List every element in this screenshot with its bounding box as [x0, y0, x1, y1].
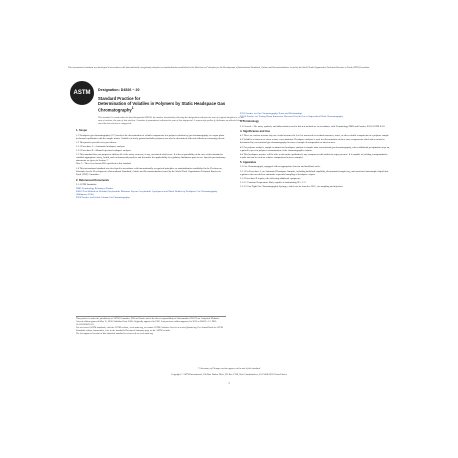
- paragraph: 4.2 Volatiles of interest are often at trace concentrations. Headspace analysis is used for determination of these trace components which often cannot be determined by conventional gas chromatography because of sample decomposition or interferences.: [240, 138, 385, 145]
- title-main: [98, 101, 258, 112]
- footnote: This practice is under the jurisdiction of ASTM Committee D20 on Plastics and is the direct responsibility of Subcommittee D20.70 on Analytical Methods.: [76, 318, 220, 320]
- page-number: 1: [228, 382, 230, 385]
- paragraph: 4.1 There are various reasons why one would measure the level of unreacted or residual monomer, water, or other volatile components in a polymer sample.: [240, 134, 390, 138]
- title-prefix: Standard Practice for: [98, 96, 141, 101]
- paragraph: 5.1.2.1 Constant Temperature Bath, capable of maintaining 90 ± 1°C.: [240, 180, 307, 184]
- footnote: For referenced ASTM standards, visit the ASTM website, www.astm.org, or contact ASTM Customer Service at service@astm.org. For Annual Book of ASTM Standards volume information, refer to the standard's Document Summary page on the ASTM website.: [76, 327, 223, 332]
- paragraph: 1.2.1 Procedure A—Automatic headspace analysis.: [76, 144, 126, 148]
- title-main-text: Determination of Volatiles in Polymers by Static Headspace Gas Chromatography: [98, 101, 226, 113]
- reference-link[interactable]: D883 Terminology Relating to Plastics: [76, 187, 114, 191]
- document-page: [64, 64, 394, 394]
- section-significance-heading: 4. Significance and Use: [240, 129, 271, 133]
- reference-link[interactable]: E260 Practice for Packed Column Gas Chromatography: [76, 196, 130, 200]
- summary-of-changes-note: *A Summary of Changes section appears at the end of this standard: [197, 368, 261, 370]
- paragraph: 5.1 Gas Chromatograph, equipped with an appropriate detector and backflush valve.: [240, 165, 321, 169]
- paragraph: 5.1.2.2 Gas-Tight Gas Chromatographic Syringes, which can be heated to 90°C, for sampling and injection.: [240, 184, 343, 188]
- astm-logo-icon: ASTM: [70, 81, 94, 105]
- paragraph: 1.4 This international standard was developed in accordance with internationally recognized principles on standardization established in the Decision on Principles for the Development of International Standards, Guides and Recommendations issued by the World Trade Organization Technical Barriers to Trade (TBT) Committee.: [76, 167, 222, 177]
- paragraph: 1.2.2 Procedure B—Manual injection headspace analysis.: [76, 148, 132, 152]
- standard-notice: This standard is issued under the fixed designation D4526; the number immediately following the designation indicates the year of original adoption or, in the case of revision, the year of last revision. A number in parentheses indicates the year of last reapproval. A superscript epsilon (ε) indicates an editorial change since the last revision or reapproval.: [98, 117, 244, 125]
- paragraph: 5.1.2 Procedure B requires the following additional equipment:: [240, 176, 301, 180]
- footnote: The last approved version of this historical standard is referenced on www.astm.org.: [76, 333, 154, 335]
- paragraph: 4.4 This headspace practice will be able to determine qualitatively any component with sufficient vapor pressure. It is capable of yielding semiquantitative results and can be used for relative comparisons between samples.: [240, 152, 388, 159]
- paragraph: 1.1 Headspace gas chromatography (GC) involves the determination of volatile components in a polymer solution by gas chromatography of a vapor phase in thermal equilibrium with the sample matrix. Volatiles in finely ground insoluble polymers can also be determined with and without an extracting solvent.: [76, 133, 225, 140]
- section-terminology-heading: 3. Terminology: [240, 120, 259, 124]
- right-column: [240, 112, 390, 189]
- document-title: [98, 96, 258, 112]
- footnotes: [76, 316, 226, 336]
- paragraph: 3.1 General—The units, symbols, and abbreviations used in this test method are in accordance with Terminology D883 and Practice E355/ASTM E-10.: [240, 124, 386, 128]
- section-apparatus-heading: 5. Apparatus: [240, 160, 257, 164]
- reference-link[interactable]: E1510 Practice for Testing Planar Immersion Detectors Used in Gas or Supercritical Fluid Chromatography: [240, 115, 344, 119]
- paragraph: 2.1 ASTM Standards:: [76, 183, 97, 187]
- left-column: [76, 127, 226, 200]
- paragraph: 4.3 For polymer analysis, sample treatment for headspace analysis is simpler than conventional gas chromatography, where additional precipitation steps are required to prevent polymer contamination of the chromatographic column.: [240, 145, 390, 152]
- reference-link[interactable]: D4322 Test Method for Residual Acrylonitrile Monomer Styrene-Acrylonitrile Copolymers and Nitrile Rubber by Headspace Gas Chromatography (Withdrawn 2010): [76, 190, 218, 197]
- section-scope-heading: 1. Scope: [76, 129, 88, 132]
- note: Note 1—There is no known ISO equivalent to this standard.: [76, 163, 132, 166]
- designation: Designation: D4526 − 20: [98, 88, 140, 92]
- copyright-line: Copyright © ASTM International, 100 Barr Harbor Drive, PO Box C700, West Conshohocken, PA 19428-2959. United States: [171, 374, 287, 376]
- intro-notice: This international standard was developed in accordance with internationally recognized principles on standardization established in the Decision on Principles for the Development of International Standards, Guides and Recommendations issued by the World Trade Organization Technical Barriers to Trade (TBT) Committee.: [68, 67, 370, 69]
- paragraph: 5.1.1 For Procedure A, an Automated Headspace Sampler, including backflush capability, thermostated sample tray, and associated autosampler liquid dose regulator when needed for automatic sequential sampling of headspace vapors.: [240, 169, 389, 176]
- paragraph: 1.3 This standard does not purport to address all of the safety concerns, if any, associated with its use. It is the responsibility of the user of this standard to establish appropriate safety, health, and environmental practices and determine the applicability of regulatory limitations prior to use. Specific precautionary statements are given in Section 7.: [76, 152, 226, 163]
- section-referenced-docs-heading: 2. Referenced Documents: [76, 178, 110, 182]
- title-footnote-mark: 1: [131, 106, 134, 110]
- paragraph: 1.2 This practice provides two procedures:: [76, 140, 117, 144]
- footnote: Current edition approved May 15, 2020. Published June 2020. Originally approved in 1985. Last previous edition approved in 2012 as D4526 - 12. DOI: 10.1520/D4526-20.: [76, 321, 217, 326]
- reference-link[interactable]: E355 Practice for Gas Chromatography Terms and Relationships: [240, 112, 302, 115]
